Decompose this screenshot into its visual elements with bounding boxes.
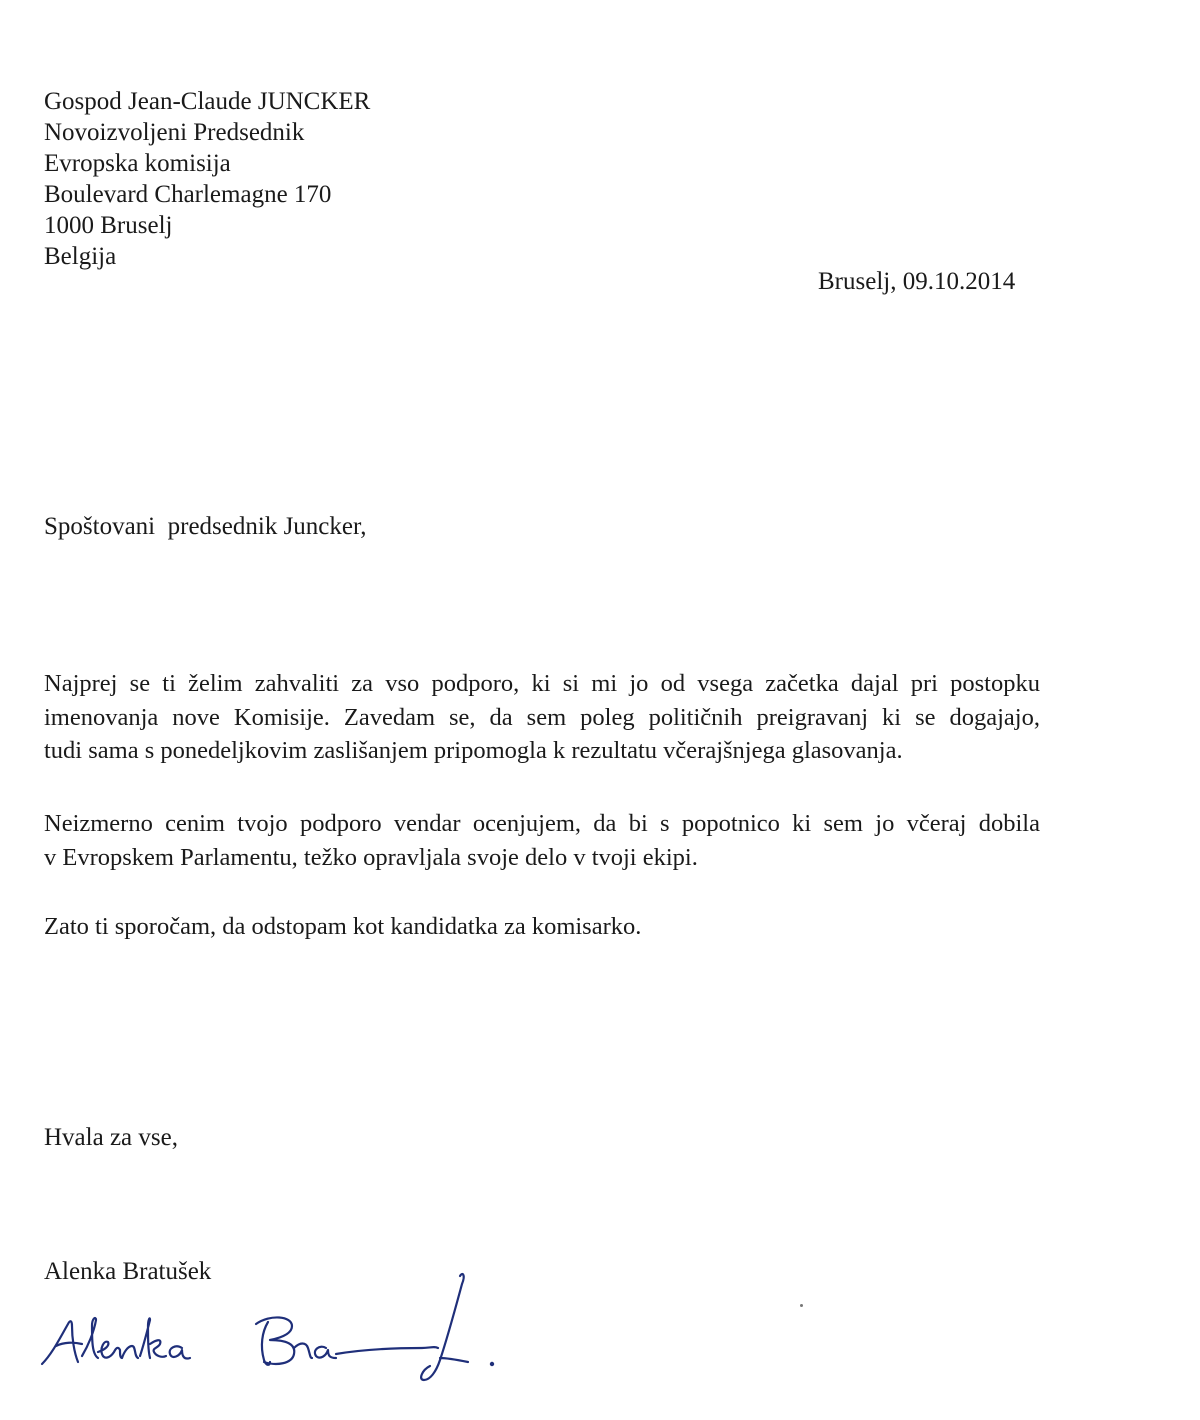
paragraph-line: Najprej se ti želim zahvaliti za vso podporo, ki si mi jo od vsega začetka dajal pri postopku: [44, 670, 1040, 697]
paragraph-line: Zato ti sporočam, da odstopam kot kandidatka za komisarko.: [44, 913, 642, 940]
handwritten-signature: [30, 1262, 500, 1392]
address-line: Gospod Jean-Claude JUNCKER: [44, 88, 371, 115]
address-line: Boulevard Charlemagne 170: [44, 181, 332, 208]
closing-phrase: Hvala za vse,: [44, 1124, 178, 1151]
paragraph-line: v Evropskem Parlamentu, težko opravljala svoje delo v tvoji ekipi.: [44, 843, 698, 871]
paragraph-line: imenovanja nove Komisije. Zavedam se, da sem poleg političnih preigravanj ki se dogajajo,: [44, 703, 1040, 731]
body-paragraph-3: [44, 910, 1040, 944]
salutation: Spoštovani predsednik Juncker,: [44, 513, 367, 540]
recipient-address: [44, 86, 370, 272]
paper-speck: [800, 1304, 803, 1307]
paragraph-line: tudi sama s ponedeljkovim zaslišanjem pripomogla k rezultatu včerajšnjega glasovanja.: [44, 737, 903, 764]
body-paragraph-1: [44, 667, 1040, 768]
letter-date: Bruselj, 09.10.2014: [818, 268, 1016, 295]
signatory-name: Alenka Bratušek: [44, 1258, 212, 1285]
address-line: 1000 Bruselj: [44, 212, 173, 239]
address-line: Evropska komisija: [44, 150, 231, 177]
address-line: Novoizvoljeni Predsednik: [44, 119, 305, 146]
address-line: Belgija: [44, 243, 117, 270]
paragraph-line: Neizmerno cenim tvojo podporo vendar ocenjujem, da bi s popotnico ki sem jo včeraj dobila: [44, 810, 1040, 837]
body-paragraph-2: [44, 807, 1040, 874]
